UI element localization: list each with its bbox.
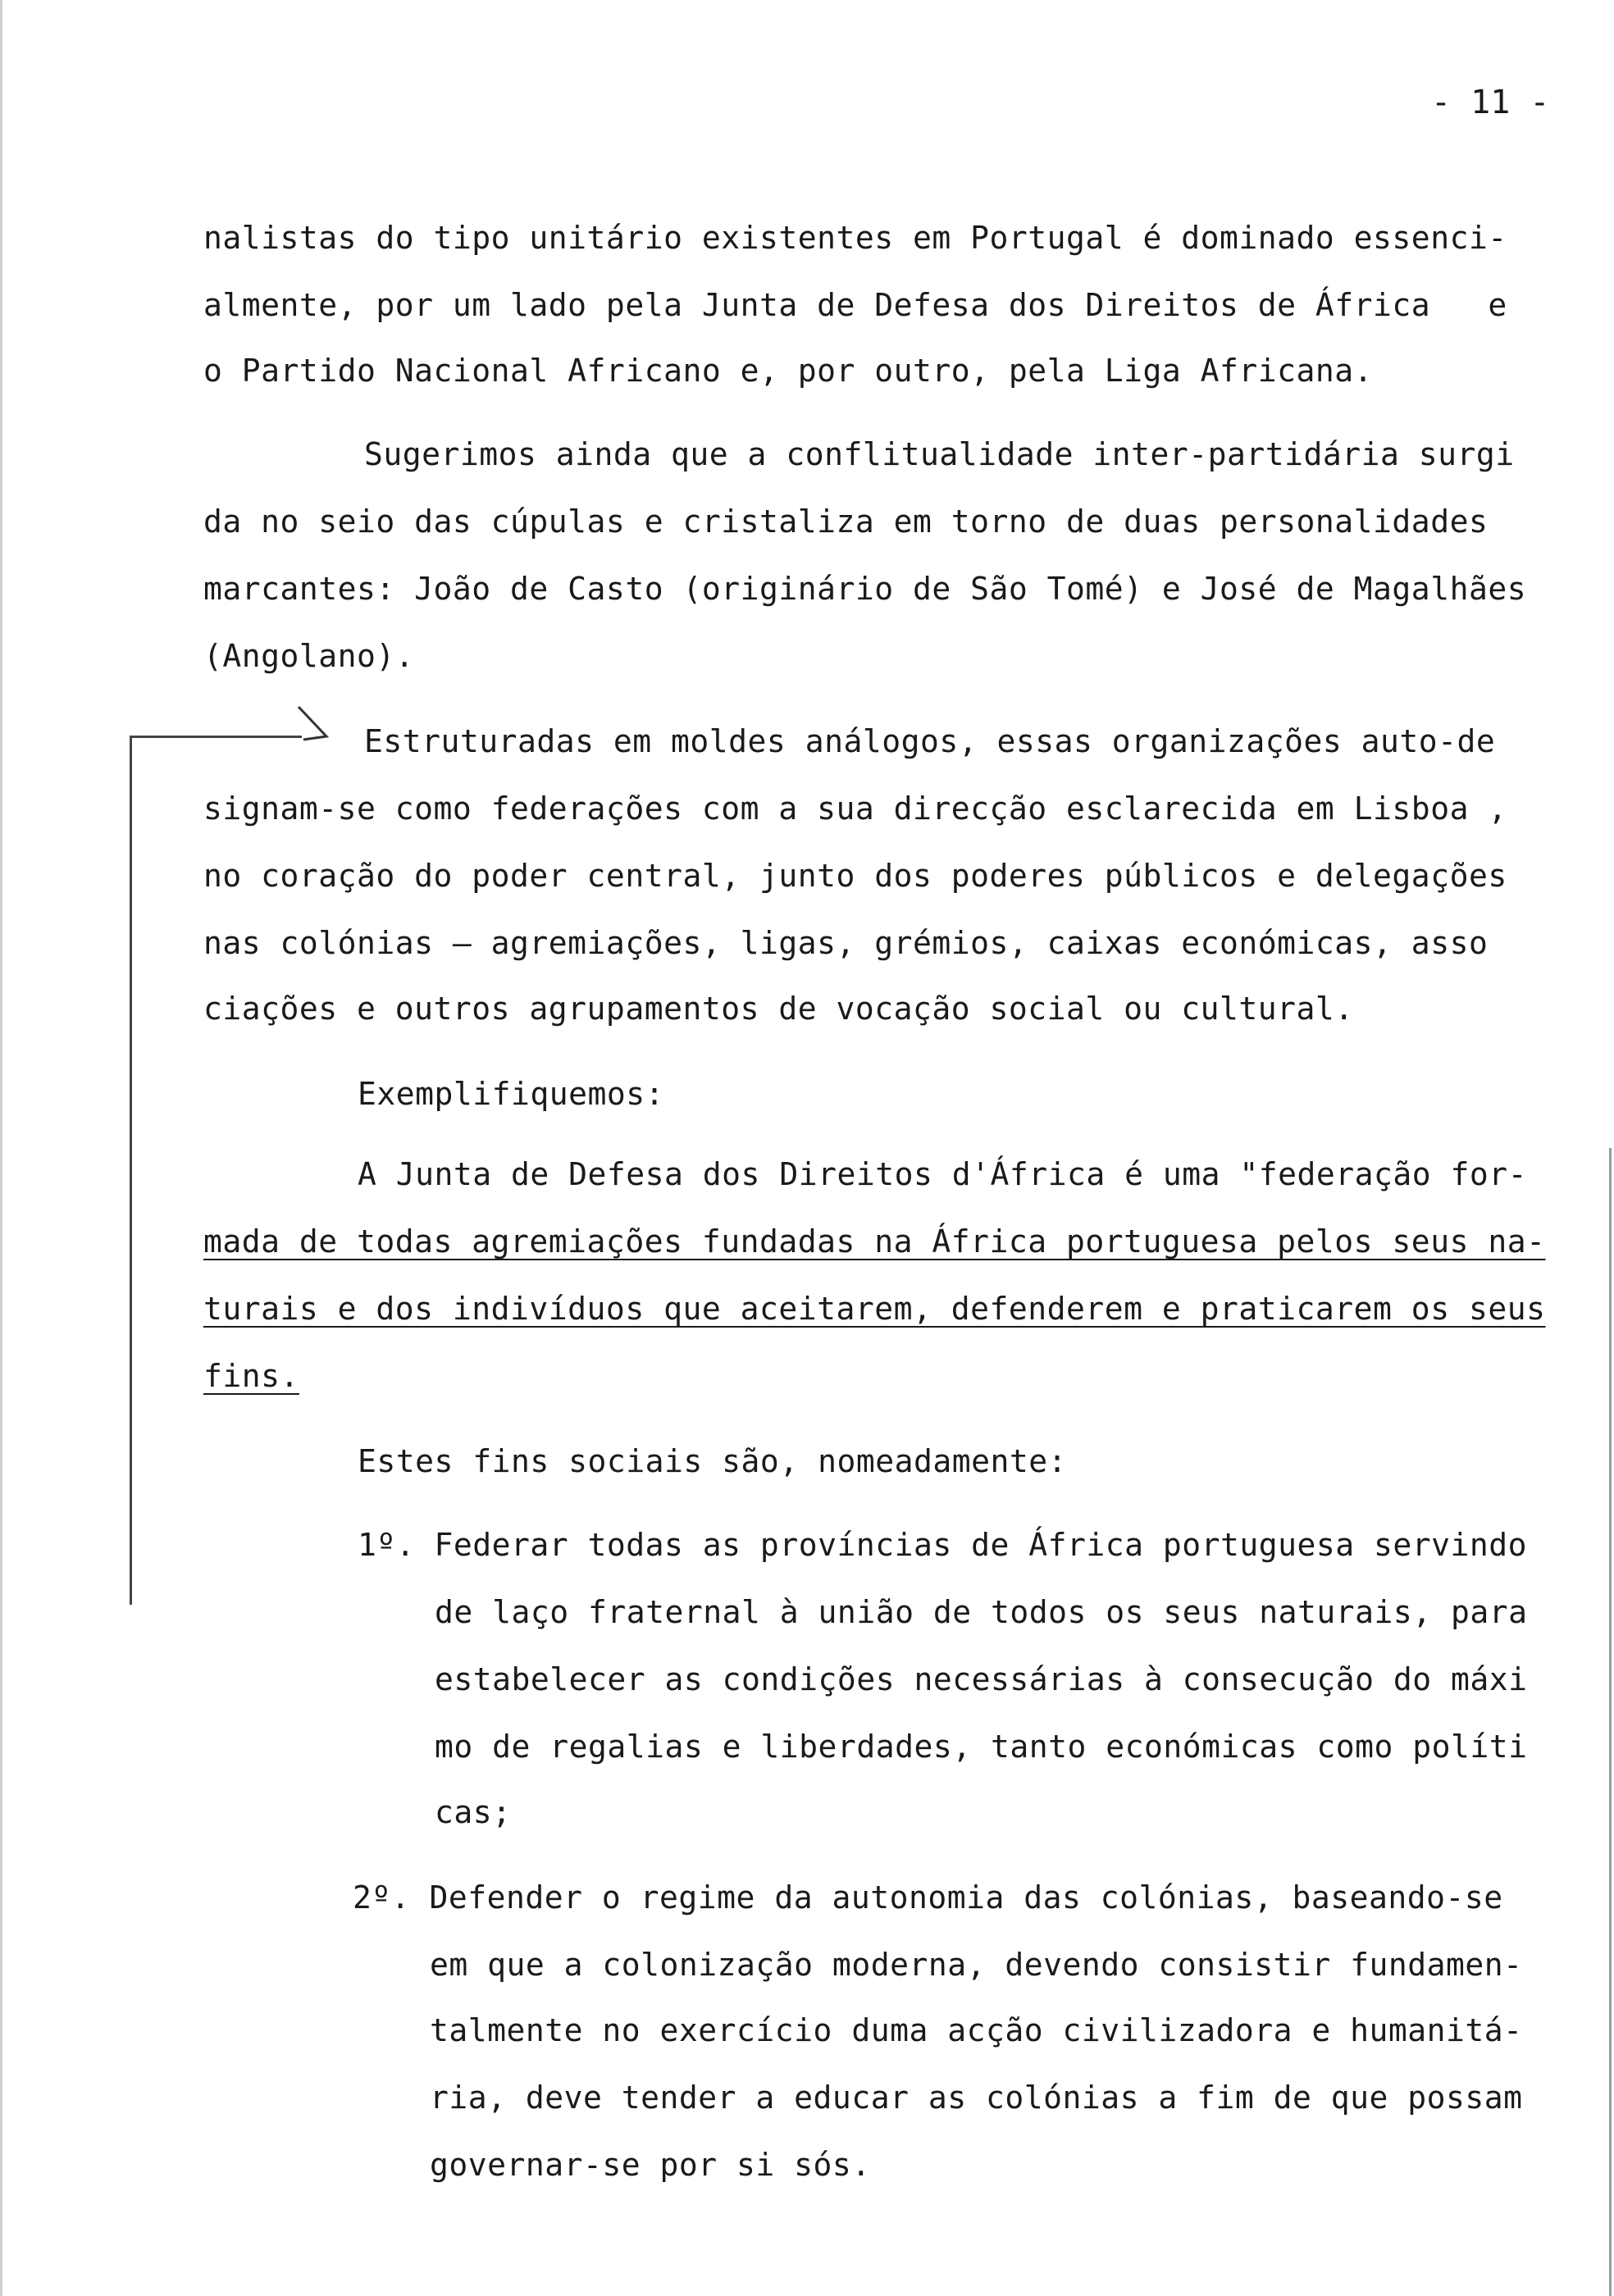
text-line: marcantes: João de Casto (originário de São Tomé) e José de Magalhães — [203, 571, 1527, 607]
underlined-text-line: turais e dos indivíduos que aceitarem, defenderem e praticarem os seus — [203, 1291, 1546, 1327]
text-line: A Junta de Defesa dos Direitos d'África é uma "federação for- — [358, 1156, 1528, 1192]
list-item-line: de laço fraternal à união de todos os seus naturais, para — [435, 1594, 1528, 1630]
text-line: Exemplifiquemos: — [358, 1076, 665, 1112]
list-item-line: ria, deve tender a educar as colónias a fim de que possam — [430, 2080, 1523, 2116]
text-line: Estes fins sociais são, nomeadamente: — [358, 1443, 1067, 1479]
text-line: da no seio das cúpulas e cristaliza em torno de duas personalidades — [203, 503, 1489, 540]
list-item-line: governar-se por si sós. — [430, 2147, 871, 2183]
text-line: signam-se como federações com a sua direcção esclarecida em Lisboa , — [203, 790, 1507, 827]
text-line: almente, por um lado pela Junta de Defesa dos Direitos de África e — [203, 287, 1507, 323]
text-line: no coração do poder central, junto dos poderes públicos e delegações — [203, 858, 1507, 894]
text-line: ciações e outros agrupamentos de vocação social ou cultural. — [203, 991, 1354, 1027]
underlined-text-line: mada de todas agremiações fundadas na África portuguesa pelos seus na- — [203, 1223, 1546, 1260]
list-item-line: 1º. Federar todas as províncias de África portuguesa servindo — [358, 1527, 1528, 1563]
list-item-line: talmente no exercício duma acção civilizadora e humanitá- — [430, 2012, 1523, 2048]
text-line: nas colónias — agremiações, ligas, grémios, caixas económicas, asso — [203, 925, 1489, 961]
page-number: - 11 - — [1431, 84, 1550, 121]
text-line: Sugerimos ainda que a conflitualidade inter-partidária surgi — [364, 436, 1515, 472]
list-item-line: em que a colonização moderna, devendo consistir fundamen- — [430, 1947, 1523, 1983]
underlined-text-line: fins. — [203, 1358, 299, 1394]
scan-edge-right — [1609, 1148, 1612, 2296]
list-item-line: 2º. Defender o regime da autonomia das colónias, baseando-se — [353, 1879, 1503, 1916]
scan-edge-left — [0, 0, 2, 2296]
margin-bracket-top — [130, 736, 302, 738]
text-line: Estruturadas em moldes análogos, essas organizações auto-de — [364, 723, 1496, 759]
list-item-line: cas; — [435, 1794, 512, 1830]
list-item-line: mo de regalias e liberdades, tanto económicas como políti — [435, 1729, 1528, 1765]
text-line: nalistas do tipo unitário existentes em Portugal é dominado essenci- — [203, 220, 1507, 256]
margin-arrow-icon — [295, 704, 331, 745]
text-line: (Angolano). — [203, 638, 415, 674]
list-item-line: estabelecer as condições necessárias à consecução do máxi — [435, 1661, 1528, 1697]
margin-bracket-line — [130, 736, 132, 1605]
text-line: o Partido Nacional Africano e, por outro, pela Liga Africana. — [203, 353, 1374, 389]
